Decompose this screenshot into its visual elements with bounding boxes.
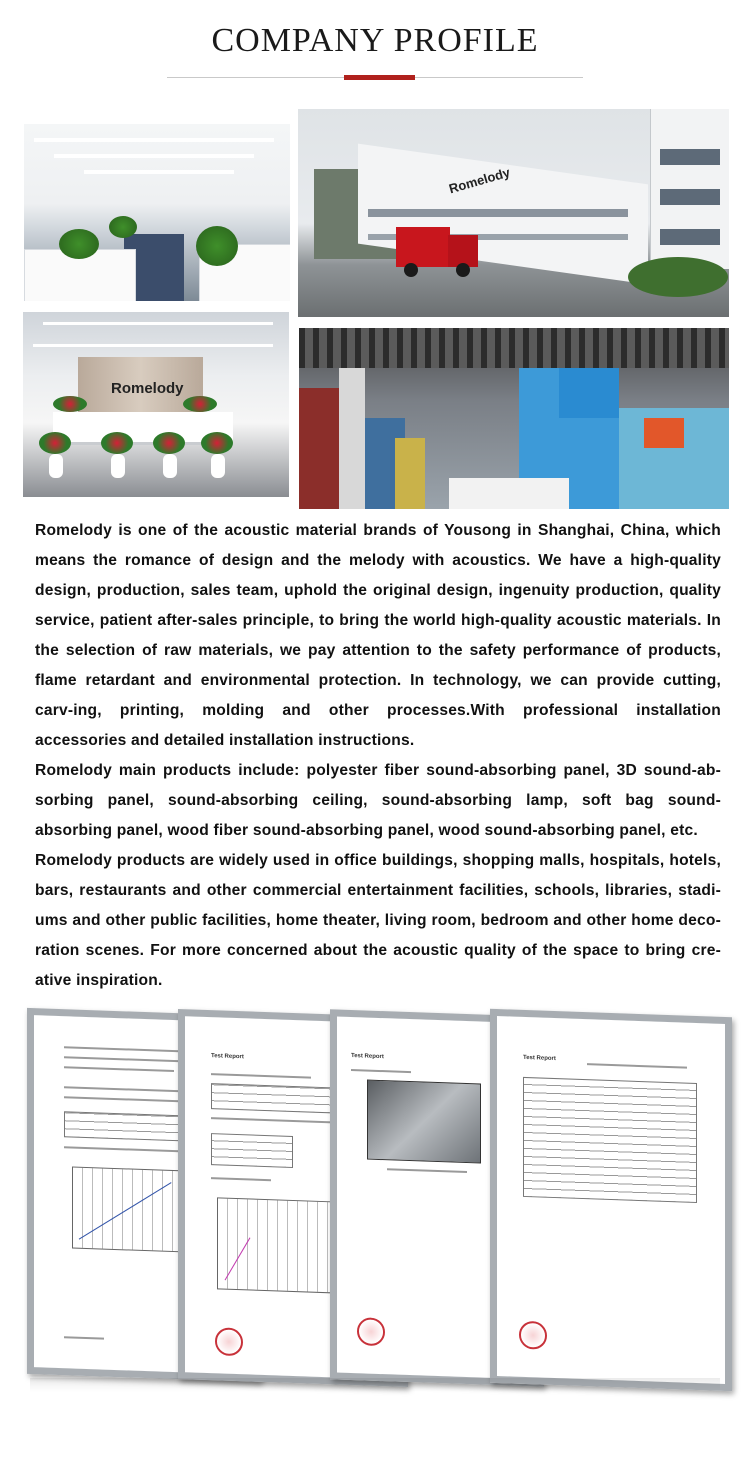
flower-pot: [49, 454, 63, 478]
emission-test-report: [490, 1009, 732, 1391]
ceiling-light: [34, 138, 274, 142]
company-description: [35, 516, 721, 996]
intro-paragraph: Romelody is one of the acoustic material brands of Yousong in Shanghai, China, which means the romance of design and the melody with acoustics. We have a high-quality design, production, sales team, uphold the original design, ingenuity production, quality service, patient after-sales principle, to bring the world high-quality acoustic materials. In the selection of raw materials, we pay attention to the safety performance of products, flame retardant and environmental protection. In technology, we can provide cutting, carv-ing, printing, molding and other processes.With professional installation accessories and detailed installation instructions.: [35, 522, 721, 749]
flower-pot: [163, 454, 177, 478]
ceiling-light: [54, 154, 254, 158]
blue-panel-stack: [559, 368, 619, 418]
certification-stamp: [357, 1317, 385, 1346]
sample-photo: [367, 1080, 481, 1164]
factory-photo: [299, 328, 729, 509]
white-panel-stack: [449, 478, 569, 509]
report-heading: Test Report: [351, 1052, 384, 1061]
page-title: COMPANY PROFILE: [211, 22, 539, 59]
report-heading: Test Report: [211, 1053, 244, 1061]
products-paragraph: Romelody main products include: polyester fiber sound-absorbing panel, 3D sound-ab-sorbing panel, sound-absorbing ceiling, sound-absorbing lamp, soft bag sound-absorbing panel, wood fiber sound-absorbing panel, wood sound-absorbing panel, etc.: [35, 762, 721, 839]
window-row: [660, 189, 720, 205]
panel-stack: [299, 388, 339, 509]
flower: [153, 432, 185, 454]
reception-sign: Romelody: [111, 380, 184, 397]
window-row: [660, 229, 720, 245]
factory-roof: [299, 328, 729, 368]
truck-wheel: [456, 263, 470, 277]
certificates-shadow: [30, 1378, 720, 1392]
reception-photo: [23, 312, 289, 497]
flower: [201, 432, 233, 454]
text-line: [387, 1168, 467, 1173]
flower: [183, 396, 217, 412]
data-table: [211, 1133, 293, 1168]
applications-paragraph: Romelody products are widely used in office buildings, shopping malls, hospitals, hotels, bars, restaurants and other commercial entertainment facilities, schools, libraries, stadi-ums and other public facilities, home theater, living room, bedroom and other home deco-ration scenes. For more concerned about the acoustic quality of the space to bring cre-ative inspiration.: [35, 852, 721, 989]
window-row: [660, 149, 720, 165]
flower-pot: [211, 454, 225, 478]
flower: [39, 432, 71, 454]
text-line: [64, 1066, 174, 1072]
certification-stamp: [215, 1327, 243, 1356]
building-photo: [298, 109, 729, 317]
truck: [396, 227, 450, 267]
text-line: [64, 1336, 104, 1339]
title-accent-bar: [344, 75, 415, 80]
text-line: [351, 1069, 411, 1073]
flower-pot: [111, 454, 125, 478]
plant: [59, 229, 99, 259]
plant: [109, 216, 137, 238]
ceiling-light: [84, 170, 234, 174]
window-row: [368, 209, 628, 217]
plant: [196, 226, 238, 266]
factory-wall: [339, 368, 365, 509]
data-table: [523, 1077, 697, 1203]
building-sign: Romelody: [447, 164, 512, 197]
office-photo: [24, 124, 290, 301]
text-line: [211, 1177, 271, 1181]
certification-stamp: [519, 1321, 547, 1350]
report-heading: Test Report: [523, 1054, 556, 1063]
orange-panel: [644, 418, 684, 448]
flame-spread-chart: [217, 1197, 331, 1293]
panel-stack: [395, 438, 425, 509]
text-line: [587, 1063, 687, 1068]
flower: [53, 396, 87, 412]
flower: [101, 432, 133, 454]
ceiling-light: [43, 322, 273, 325]
ceiling-light: [33, 344, 273, 347]
truck-wheel: [404, 263, 418, 277]
shrubs: [628, 257, 728, 297]
text-line: [211, 1073, 311, 1078]
